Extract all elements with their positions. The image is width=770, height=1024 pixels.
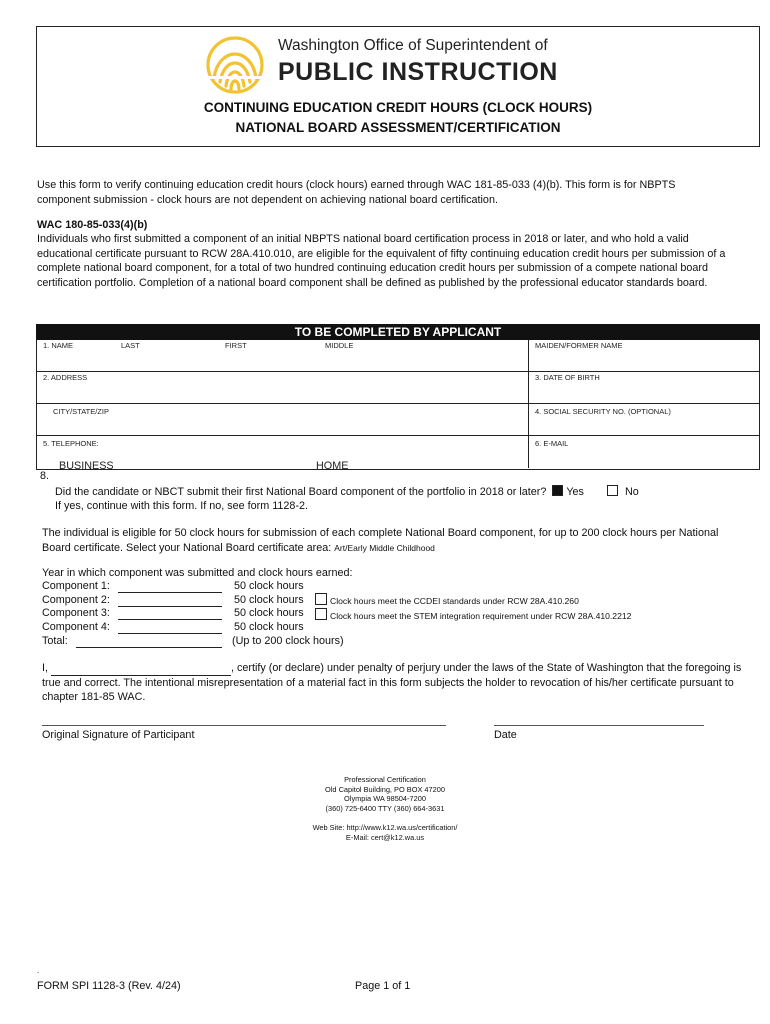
contact-line-2: Old Capitol Building, PO BOX 47200 <box>325 784 445 794</box>
certification-paragraph <box>42 661 742 705</box>
component-2-hours: 50 clock hours <box>234 593 304 606</box>
form-title-line2: NATIONAL BOARD ASSESSMENT/CERTIFICATION <box>235 120 561 135</box>
stem-option <box>315 608 631 621</box>
ccdei-checkbox[interactable] <box>315 593 327 605</box>
question-8-text: Did the candidate or NBCT submit their first National Board component of the portfolio in 2018 or later? <box>55 486 547 498</box>
components-block <box>42 567 353 581</box>
last-name-label: LAST <box>121 341 140 350</box>
date-line[interactable] <box>494 725 704 726</box>
date-label: Date <box>494 729 517 741</box>
contact-email: E-Mail: cert@k12.wa.us <box>345 832 425 842</box>
maiden-name-label: MAIDEN/FORMER NAME <box>535 341 623 350</box>
ospi-logo-icon <box>200 34 270 96</box>
component-3-label: Component 3: <box>42 607 110 620</box>
middle-name-label: MIDDLE <box>325 341 354 350</box>
participant-name-field[interactable] <box>51 665 231 676</box>
applicant-banner: TO BE COMPLETED BY APPLICANT <box>36 324 760 340</box>
home-phone-label: HOME <box>316 460 349 472</box>
address-label: 2. ADDRESS <box>43 373 88 382</box>
business-phone-label: BUSINESS <box>59 460 114 472</box>
page-number: Page 1 of 1 <box>355 980 411 992</box>
component-1-year-field[interactable] <box>118 580 222 593</box>
contact-line-4: (360) 725-6400 TTY (360) 664-3631 <box>325 804 445 814</box>
wac-heading: WAC 180-85-033(4)(b) <box>37 219 148 231</box>
stem-checkbox[interactable] <box>315 608 327 620</box>
form-number: FORM SPI 1128-3 (Rev. 4/24) <box>37 980 181 992</box>
org-name-line1: Washington Office of Superintendent of <box>278 37 548 54</box>
stem-label: Clock hours meet the STEM integration requirement under RCW 28A.410.2212 <box>330 611 632 621</box>
question-8-followup: If yes, continue with this form. If no, see form 1128-2. <box>55 500 309 512</box>
component-1-hours: 50 clock hours <box>234 580 304 592</box>
city-state-zip-label: CITY/STATE/ZIP <box>53 407 109 416</box>
name-label: 1. NAME <box>43 341 74 350</box>
component-2-label: Component 2: <box>42 593 110 606</box>
org-name-line2: PUBLIC INSTRUCTION <box>278 58 558 86</box>
applicant-info-grid <box>36 340 760 470</box>
component-4-hours: 50 clock hours <box>234 621 304 634</box>
intro-text: Use this form to verify continuing education credit hours (clock hours) earned through WAC 181-85-033 (4)(b). This form is for NBPTS component submission - clock hours are not dependent on achieving national board certification. <box>37 179 676 206</box>
total-hours-note: (Up to 200 clock hours) <box>232 634 344 647</box>
eligibility-text: The individual is eligible for 50 clock hours for submission of each complete National Board component, for up to 200 clock hours per National Board certificate. Select your National Board certificate area: <box>42 527 719 554</box>
telephone-label: 5. TELEPHONE: <box>43 439 99 448</box>
dob-label: 3. DATE OF BIRTH <box>535 373 600 382</box>
question-8 <box>55 485 639 513</box>
components-heading: Year in which component was submitted and clock hours earned: <box>42 567 353 579</box>
signature-label: Original Signature of Participant <box>42 729 195 741</box>
component-2-year-field[interactable] <box>118 594 222 607</box>
no-label: No <box>624 486 639 498</box>
certify-prefix: I, <box>42 662 48 674</box>
ccdei-label: Clock hours meet the CCDEI standards under RCW 28A.410.260 <box>330 596 579 606</box>
yes-label: Yes <box>566 486 584 498</box>
certificate-area-field[interactable]: Art/Early Middle Childhood <box>334 542 435 553</box>
contact-line-3: Olympia WA 98504-7200 <box>344 794 426 804</box>
component-1-label: Component 1: <box>42 580 110 592</box>
total-label: Total: <box>42 634 68 647</box>
footer-dot: . <box>37 966 40 975</box>
certify-text: , certify (or declare) under penalty of perjury under the laws of the State of Washington that the foregoing is true and correct. The intentional misrepresentation of a material fact in this form subjects the holder to revocation of his/her certificate pursuant to chapter 181-85 WAC. <box>42 662 742 703</box>
first-name-label: FIRST <box>225 341 247 350</box>
component-3-hours: 50 clock hours <box>234 607 304 620</box>
no-checkbox[interactable] <box>607 485 618 496</box>
contact-line-1: Professional Certification <box>344 775 426 784</box>
component-3-year-field[interactable] <box>118 607 222 620</box>
wac-body-text: Individuals who first submitted a component of an initial NBPTS national board certification process in 2018 or later, and who hold a valid educational certificate pursuant to RCW 28A.410.010, are eligible for the equivalent of fifty continuing education credit hours per submission of a complete national board component, for a total of two hundred continuing education credit hours per submission of a compete national board certification portfolio. Completion of a national board component shall be defined as published by the professional educator standards board. <box>37 233 726 289</box>
email-label: 6. E-MAIL <box>535 439 569 448</box>
total-field[interactable] <box>76 635 222 648</box>
component-4-label: Component 4: <box>42 621 110 634</box>
ccdei-option <box>315 593 579 606</box>
ssn-label: 4. SOCIAL SECURITY NO. (OPTIONAL) <box>535 407 671 416</box>
question-8-number: 8. <box>40 470 50 482</box>
component-rows <box>42 580 344 648</box>
contact-block <box>0 775 770 842</box>
yes-checkbox[interactable] <box>552 485 563 496</box>
eligibility-paragraph <box>42 526 742 555</box>
signature-line[interactable] <box>42 725 446 726</box>
form-title-line1: CONTINUING EDUCATION CREDIT HOURS (CLOCK HOURS) <box>203 100 593 115</box>
contact-website: Web Site: http://www.k12.wa.us/certification/ <box>312 822 458 832</box>
component-4-year-field[interactable] <box>118 621 222 634</box>
